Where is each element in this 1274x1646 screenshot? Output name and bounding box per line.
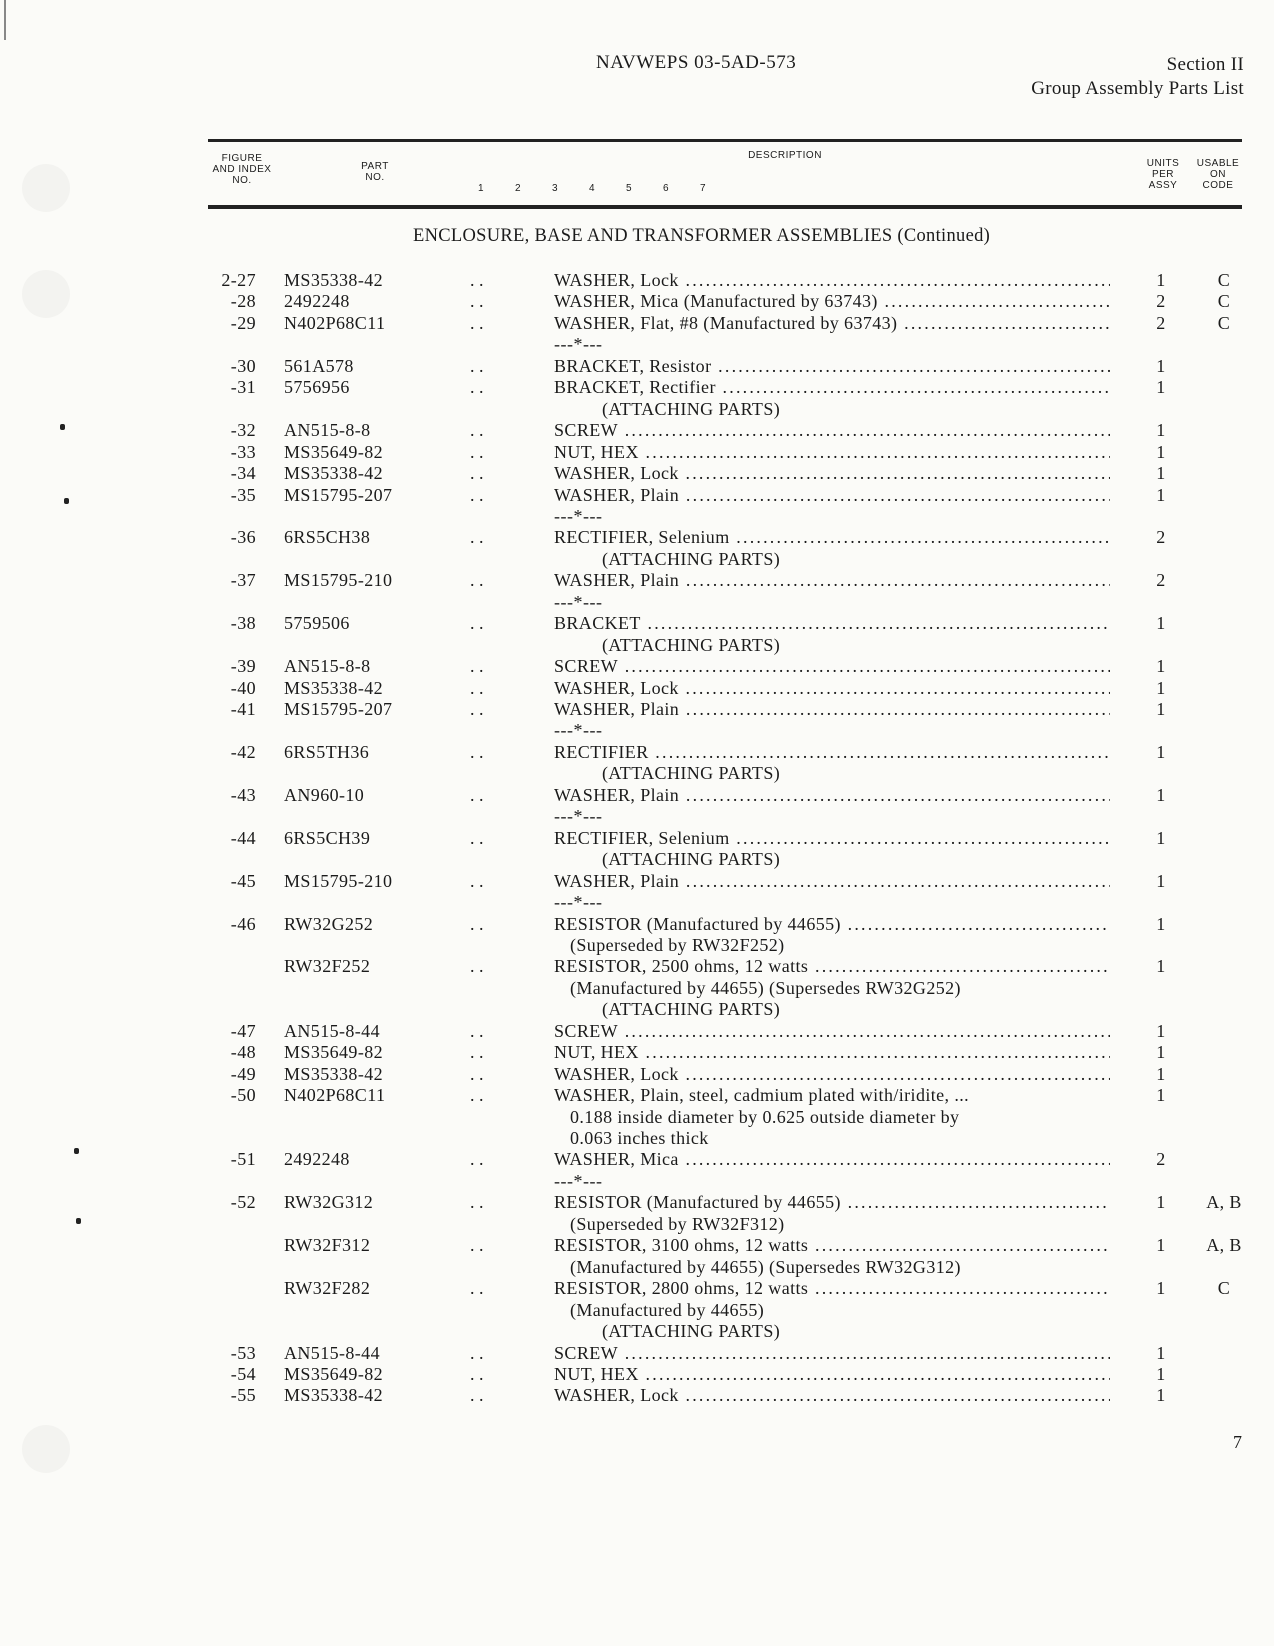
- figure-index: -47: [230, 1020, 256, 1041]
- indent-dots: . .: [470, 377, 484, 398]
- figure-index: -29: [230, 312, 256, 333]
- table-row: [0, 699, 1274, 720]
- units-per-assy: 1: [1156, 1020, 1166, 1041]
- figure-index: -42: [230, 741, 256, 762]
- figure-index: -28: [230, 291, 256, 312]
- description: WASHER, Plain .....: [554, 570, 1110, 591]
- table-row: [0, 956, 1274, 977]
- attaching-parts-row: [0, 999, 1274, 1020]
- table-row: [0, 828, 1274, 849]
- part-number: MS35338-42: [284, 463, 384, 484]
- indent-dots: . .: [470, 291, 484, 312]
- usable-on-code: A, B: [1206, 1235, 1242, 1256]
- section-subtitle: Group Assembly Parts List: [1031, 78, 1244, 99]
- table-row: [0, 1149, 1274, 1170]
- attaching-parts-row: [0, 399, 1274, 420]
- indent-dots: . .: [470, 1149, 484, 1170]
- indent-dots: . .: [470, 355, 484, 376]
- description: NUT, HEX .....: [554, 1042, 1110, 1063]
- description: RESISTOR (Manufactured by 44655) .....: [554, 1192, 1110, 1213]
- page-number: 7: [1233, 1432, 1242, 1452]
- description-continuation-row: [0, 1257, 1274, 1278]
- part-number: MS15795-207: [284, 484, 393, 505]
- part-number: 6RS5CH38: [284, 527, 371, 548]
- indent-dots: . .: [470, 741, 484, 762]
- figure-index: -33: [230, 441, 256, 462]
- figure-index: -49: [230, 1063, 256, 1084]
- col-part-no: PART NO.: [361, 161, 389, 183]
- indent-dots: . .: [470, 1085, 484, 1106]
- indent-dots: . .: [470, 1192, 484, 1213]
- table-row: [0, 377, 1274, 398]
- indent-dots: . .: [470, 570, 484, 591]
- units-per-assy: 1: [1156, 484, 1166, 505]
- indent-dots: . .: [470, 441, 484, 462]
- figure-index: -40: [230, 677, 256, 698]
- col-description: DESCRIPTION: [748, 150, 822, 161]
- table-row: [0, 678, 1274, 699]
- indent-dots: . .: [470, 784, 484, 805]
- description: SCREW .....: [554, 420, 1110, 441]
- figure-index: -43: [230, 784, 256, 805]
- separator: ---*---: [554, 591, 603, 612]
- units-per-assy: 1: [1156, 377, 1166, 398]
- usable-on-code: C: [1217, 312, 1231, 333]
- separator: ---*---: [554, 720, 603, 741]
- table-row: [0, 613, 1274, 634]
- description: RECTIFIER .....: [554, 742, 1110, 763]
- table-row: [0, 1364, 1274, 1385]
- part-number: AN515-8-8: [284, 656, 371, 677]
- description: BRACKET, Rectifier .....: [554, 377, 1110, 398]
- indent-dots: . .: [470, 1278, 484, 1299]
- part-number: 6RS5TH36: [284, 741, 370, 762]
- figure-index: -34: [230, 463, 256, 484]
- part-number: MS35338-42: [284, 270, 384, 290]
- table-row: [0, 1235, 1274, 1256]
- separator-row: [0, 1171, 1274, 1192]
- attaching-parts-row: [0, 549, 1274, 570]
- units-per-assy: 1: [1156, 1342, 1166, 1363]
- indent-dots: . .: [470, 1363, 484, 1384]
- description: WASHER, Lock .....: [554, 270, 1110, 291]
- description: SCREW .....: [554, 1021, 1110, 1042]
- col-units-per-assy: UNITS PER ASSY: [1146, 158, 1180, 191]
- description-continuation: (Manufactured by 44655): [570, 1299, 765, 1320]
- description: WASHER, Mica (Manufactured by 63743) .....: [554, 291, 1110, 312]
- table-row: [0, 1085, 1274, 1106]
- figure-index: -45: [230, 870, 256, 891]
- units-per-assy: 1: [1156, 741, 1166, 762]
- units-per-assy: 1: [1156, 956, 1166, 977]
- description: WASHER, Lock .....: [554, 1064, 1110, 1085]
- table-row: [0, 914, 1274, 935]
- units-per-assy: 1: [1156, 827, 1166, 848]
- description: WASHER, Plain .....: [554, 485, 1110, 506]
- figure-index: -39: [230, 656, 256, 677]
- table-row: [0, 463, 1274, 484]
- indent-level: 3: [552, 183, 558, 194]
- part-number: 2492248: [284, 1149, 350, 1170]
- part-number: 5756956: [284, 377, 350, 398]
- indent-dots: . .: [470, 420, 484, 441]
- indent-dots: . .: [470, 956, 484, 977]
- part-number: MS35649-82: [284, 1042, 384, 1063]
- table-row: [0, 1064, 1274, 1085]
- attaching-parts-label: (ATTACHING PARTS): [602, 1321, 781, 1342]
- separator-row: [0, 720, 1274, 741]
- description: NUT, HEX .....: [554, 442, 1110, 463]
- attaching-parts-label: (ATTACHING PARTS): [602, 999, 781, 1020]
- units-per-assy: 1: [1156, 1063, 1166, 1084]
- units-per-assy: 1: [1156, 355, 1166, 376]
- table-row: [0, 871, 1274, 892]
- table-row: [0, 1192, 1274, 1213]
- attaching-parts-row: [0, 763, 1274, 784]
- punch-hole: [22, 1425, 70, 1473]
- figure-index: 2-27: [221, 270, 256, 290]
- usable-on-code: A, B: [1206, 1192, 1242, 1213]
- document-number: NAVWEPS 03-5AD-573: [596, 52, 797, 73]
- indent-dots: . .: [470, 270, 484, 290]
- table-row: [0, 420, 1274, 441]
- indent-dots: . .: [470, 1235, 484, 1256]
- separator: ---*---: [554, 505, 603, 526]
- description-continuation: (Superseded by RW32F252): [570, 934, 785, 955]
- separator: ---*---: [554, 1170, 603, 1191]
- table-row: [0, 656, 1274, 677]
- figure-index: -36: [230, 527, 256, 548]
- description: WASHER, Lock .....: [554, 463, 1110, 484]
- table-row: [0, 527, 1274, 548]
- units-per-assy: 1: [1156, 270, 1166, 290]
- units-per-assy: 1: [1156, 420, 1166, 441]
- description: WASHER, Mica .....: [554, 1149, 1110, 1170]
- punch-hole: [22, 164, 70, 212]
- description: RECTIFIER, Selenium .....: [554, 828, 1110, 849]
- description: RECTIFIER, Selenium .....: [554, 527, 1110, 548]
- usable-on-code: C: [1217, 270, 1231, 290]
- attaching-parts-row: [0, 635, 1274, 656]
- units-per-assy: 1: [1156, 677, 1166, 698]
- figure-index: -30: [230, 355, 256, 376]
- units-per-assy: 2: [1156, 527, 1166, 548]
- units-per-assy: 1: [1156, 463, 1166, 484]
- separator-row: [0, 334, 1274, 355]
- description: RESISTOR, 2500 ohms, 12 watts .....: [554, 956, 1110, 977]
- figure-index: -48: [230, 1042, 256, 1063]
- description: BRACKET .....: [554, 613, 1110, 634]
- separator-row: [0, 506, 1274, 527]
- indent-level: 7: [700, 183, 706, 194]
- part-number: MS35338-42: [284, 677, 384, 698]
- figure-index: -37: [230, 570, 256, 591]
- attaching-parts-row: [0, 1321, 1274, 1342]
- indent-dots: . .: [470, 1042, 484, 1063]
- part-number: RW32G312: [284, 1192, 374, 1213]
- figure-index: -46: [230, 913, 256, 934]
- indent-dots: . .: [470, 1063, 484, 1084]
- part-number: MS15795-210: [284, 870, 393, 891]
- description-continuation-row: [0, 978, 1274, 999]
- description-continuation-row: [0, 1300, 1274, 1321]
- indent-dots: . .: [470, 613, 484, 634]
- part-number: AN515-8-8: [284, 420, 371, 441]
- separator: ---*---: [554, 334, 603, 355]
- separator-row: [0, 592, 1274, 613]
- attaching-parts-label: (ATTACHING PARTS): [602, 849, 781, 870]
- attaching-parts-label: (ATTACHING PARTS): [602, 548, 781, 569]
- table-top-rule: [208, 139, 1242, 142]
- description-continuation-row: [0, 1107, 1274, 1128]
- indent-dots: . .: [470, 1020, 484, 1041]
- units-per-assy: 1: [1156, 613, 1166, 634]
- description-continuation-row: [0, 935, 1274, 956]
- units-per-assy: 1: [1156, 784, 1166, 805]
- description: RESISTOR, 3100 ohms, 12 watts .....: [554, 1235, 1110, 1256]
- indent-level: 1: [478, 183, 484, 194]
- table-row: [0, 570, 1274, 591]
- units-per-assy: 1: [1156, 1385, 1166, 1406]
- header-bottom-rule: [208, 205, 1242, 209]
- table-row: [0, 270, 1274, 291]
- indent-level: 6: [663, 183, 669, 194]
- description: WASHER, Flat, #8 (Manufactured by 63743) .....: [554, 313, 1110, 334]
- units-per-assy: 1: [1156, 870, 1166, 891]
- part-number: AN515-8-44: [284, 1020, 380, 1041]
- indent-dots: . .: [470, 913, 484, 934]
- section-label: Section II: [1166, 54, 1244, 75]
- section-header: [1031, 53, 1244, 101]
- page-binding-mark: [4, 0, 6, 40]
- part-number: MS35649-82: [284, 441, 384, 462]
- part-number: RW32F312: [284, 1235, 371, 1256]
- indent-dots: . .: [470, 656, 484, 677]
- description: WASHER, Plain .....: [554, 699, 1110, 720]
- indent-dots: . .: [470, 1342, 484, 1363]
- description-continuation-row: [0, 1128, 1274, 1149]
- indent-dots: . .: [470, 677, 484, 698]
- part-number: RW32G252: [284, 913, 374, 934]
- figure-index: -35: [230, 484, 256, 505]
- units-per-assy: 1: [1156, 1085, 1166, 1106]
- indent-level: 5: [626, 183, 632, 194]
- table-row: [0, 442, 1274, 463]
- units-per-assy: 1: [1156, 913, 1166, 934]
- separator-row: [0, 892, 1274, 913]
- table-row: [0, 742, 1274, 763]
- figure-index: -51: [230, 1149, 256, 1170]
- table-row: [0, 291, 1274, 312]
- usable-on-code: C: [1217, 291, 1231, 312]
- description-continuation: 0.063 inches thick: [570, 1128, 709, 1148]
- part-number: N402P68C11: [284, 312, 386, 333]
- figure-index: -53: [230, 1342, 256, 1363]
- part-number: AN960-10: [284, 784, 365, 805]
- part-number: N402P68C11: [284, 1085, 386, 1106]
- table-row: [0, 1278, 1274, 1299]
- separator: ---*---: [554, 892, 603, 913]
- part-number: RW32F252: [284, 956, 371, 977]
- table-row: [0, 785, 1274, 806]
- part-number: 561A578: [284, 355, 354, 376]
- description-continuation: (Manufactured by 44655) (Supersedes RW32G312): [570, 1256, 961, 1277]
- col-usable-on-code: USABLE ON CODE: [1196, 158, 1240, 191]
- section-title: ENCLOSURE, BASE AND TRANSFORMER ASSEMBLIES (Continued): [413, 226, 991, 246]
- part-number: MS35338-42: [284, 1385, 384, 1406]
- units-per-assy: 1: [1156, 441, 1166, 462]
- description: BRACKET, Resistor .....: [554, 356, 1110, 377]
- description-continuation: (Superseded by RW32F312): [570, 1213, 785, 1234]
- indent-dots: . .: [470, 527, 484, 548]
- figure-index: -50: [230, 1085, 256, 1106]
- description: RESISTOR, 2800 ohms, 12 watts .....: [554, 1278, 1110, 1299]
- description: WASHER, Lock .....: [554, 1385, 1110, 1406]
- usable-on-code: C: [1217, 1278, 1231, 1299]
- table-row: [0, 356, 1274, 377]
- attaching-parts-row: [0, 849, 1274, 870]
- units-per-assy: 1: [1156, 1235, 1166, 1256]
- table-row: [0, 1385, 1274, 1406]
- figure-index: -52: [230, 1192, 256, 1213]
- table-row: [0, 1042, 1274, 1063]
- part-number: MS15795-207: [284, 699, 393, 719]
- part-number: MS35649-82: [284, 1363, 384, 1384]
- units-per-assy: 2: [1156, 570, 1166, 591]
- part-number: MS35338-42: [284, 1063, 384, 1084]
- part-number: MS15795-210: [284, 570, 393, 591]
- figure-index: -41: [230, 699, 256, 719]
- description: NUT, HEX .....: [554, 1364, 1110, 1385]
- units-per-assy: 1: [1156, 1192, 1166, 1213]
- figure-index: -32: [230, 420, 256, 441]
- units-per-assy: 1: [1156, 699, 1166, 719]
- part-number: RW32F282: [284, 1278, 371, 1299]
- units-per-assy: 1: [1156, 1042, 1166, 1063]
- description-continuation: 0.188 inside diameter by 0.625 outside diameter by: [570, 1106, 960, 1127]
- description: SCREW .....: [554, 1343, 1110, 1364]
- table-row: [0, 313, 1274, 334]
- attaching-parts-label: (ATTACHING PARTS): [602, 763, 781, 784]
- col-figure-index: FIGURE AND INDEX NO.: [212, 153, 272, 186]
- figure-index: -31: [230, 377, 256, 398]
- figure-index: -54: [230, 1363, 256, 1384]
- units-per-assy: 1: [1156, 1363, 1166, 1384]
- description-continuation-row: [0, 1214, 1274, 1235]
- attaching-parts-label: (ATTACHING PARTS): [602, 634, 781, 655]
- description-continuation: (Manufactured by 44655) (Supersedes RW32G252): [570, 977, 961, 998]
- part-number: 2492248: [284, 291, 350, 312]
- part-number: 5759506: [284, 613, 350, 634]
- part-number: 6RS5CH39: [284, 827, 371, 848]
- part-number: AN515-8-44: [284, 1342, 380, 1363]
- description: WASHER, Plain .....: [554, 871, 1110, 892]
- indent-dots: . .: [470, 699, 484, 719]
- description: RESISTOR (Manufactured by 44655) .....: [554, 914, 1110, 935]
- figure-index: -44: [230, 827, 256, 848]
- units-per-assy: 1: [1156, 656, 1166, 677]
- units-per-assy: 2: [1156, 291, 1166, 312]
- separator: ---*---: [554, 806, 603, 827]
- units-per-assy: 2: [1156, 1149, 1166, 1170]
- indent-dots: . .: [470, 870, 484, 891]
- indent-dots: . .: [470, 484, 484, 505]
- indent-level: 4: [589, 183, 595, 194]
- attaching-parts-label: (ATTACHING PARTS): [602, 398, 781, 419]
- table-row: [0, 1343, 1274, 1364]
- description: WASHER, Plain .....: [554, 785, 1110, 806]
- indent-dots: . .: [470, 1385, 484, 1406]
- table-row: [0, 1021, 1274, 1042]
- separator-row: [0, 806, 1274, 827]
- indent-dots: . .: [470, 827, 484, 848]
- indent-dots: . .: [470, 463, 484, 484]
- table-row: [0, 485, 1274, 506]
- figure-index: -55: [230, 1385, 256, 1406]
- description: SCREW .....: [554, 656, 1110, 677]
- description: WASHER, Lock .....: [554, 678, 1110, 699]
- units-per-assy: 1: [1156, 1278, 1166, 1299]
- indent-level: 2: [515, 183, 521, 194]
- description: WASHER, Plain, steel, cadmium plated with/iridite, ...: [554, 1085, 970, 1106]
- indent-dots: . .: [470, 312, 484, 333]
- figure-index: -38: [230, 613, 256, 634]
- units-per-assy: 2: [1156, 312, 1166, 333]
